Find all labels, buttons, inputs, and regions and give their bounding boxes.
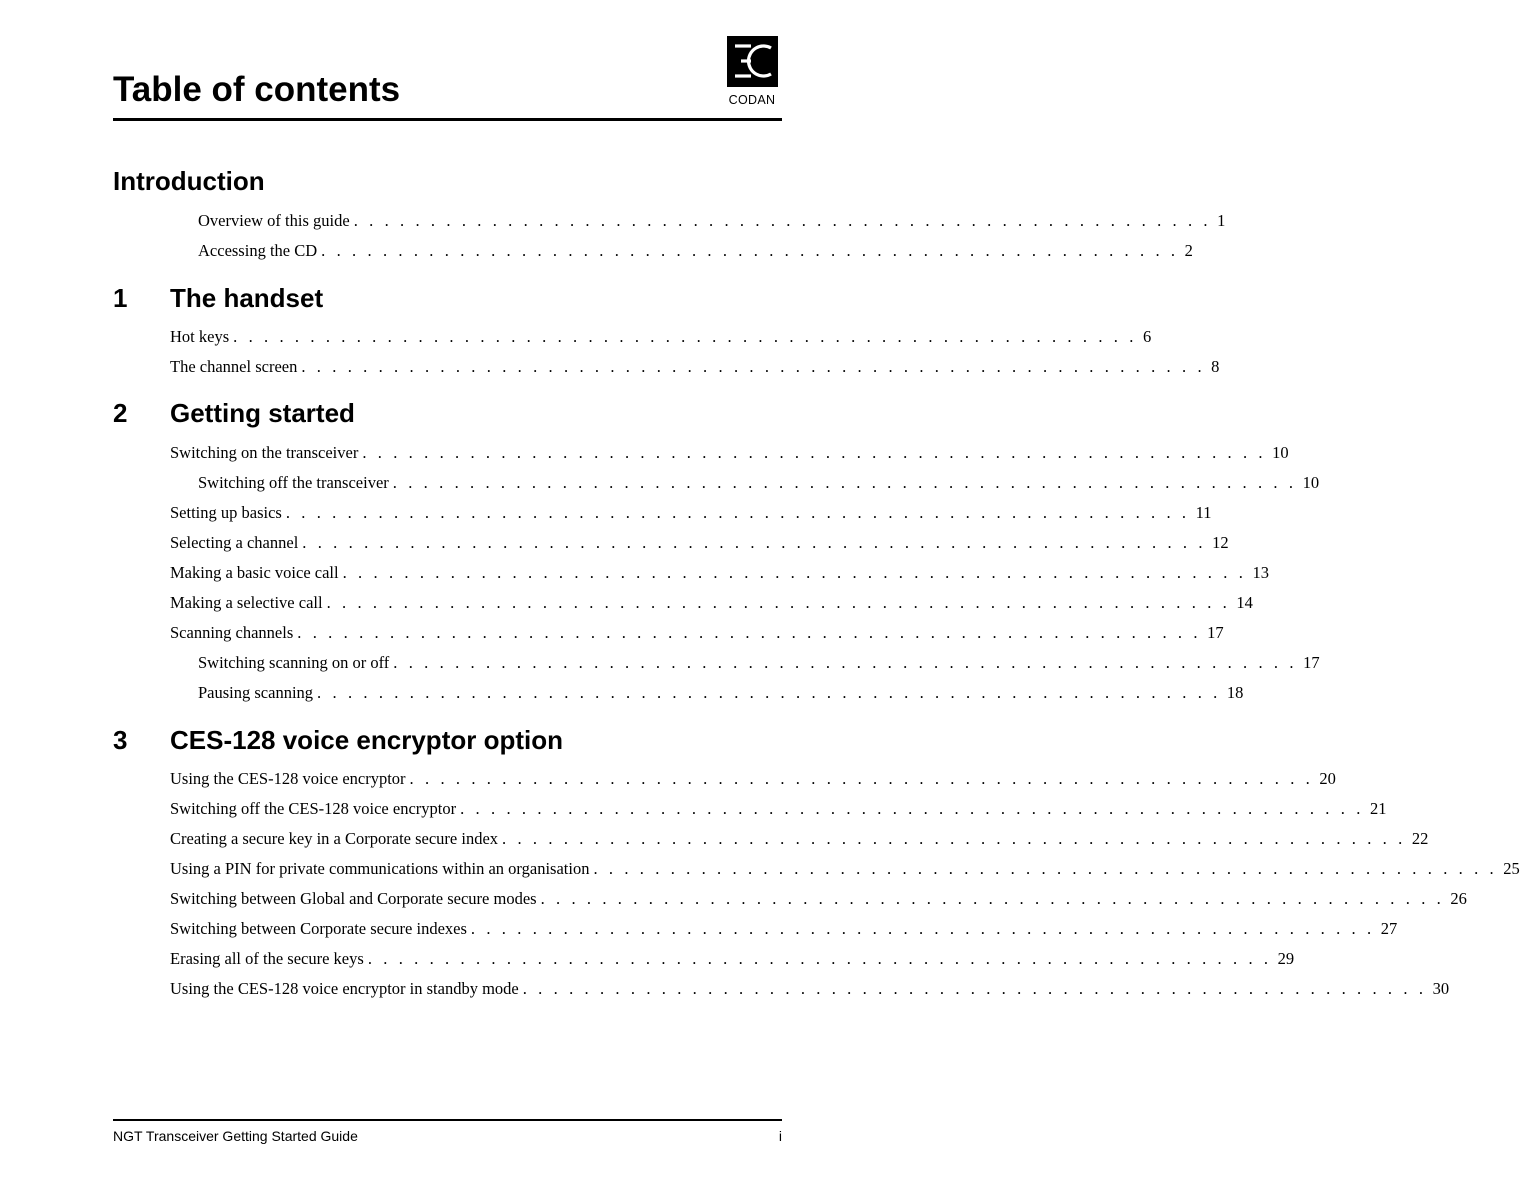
- toc-entry-page: 10: [1272, 443, 1289, 462]
- toc-entry-text: Making a selective call: [170, 593, 323, 612]
- toc-entry-text: Switching on the transceiver: [170, 443, 359, 462]
- toc-entry-page: 17: [1207, 623, 1224, 642]
- section-number: 2: [113, 398, 128, 428]
- toc-entry-text: Switching off the CES-128 voice encryptor: [170, 799, 457, 818]
- toc-entry-page: 22: [1411, 829, 1429, 848]
- toc-leader-dots: . . . . . . . . . . . . . . . . . . . . . . . . . . . . . . . . . . . . . . . . . . . . . . . . . . . . . . . . . . .: [326, 593, 1231, 612]
- toc-entry-page: 8: [1211, 357, 1220, 376]
- toc-leader-dots: . . . . . . . . . . . . . . . . . . . . . . . . . . . . . . . . . . . . . . . . . . . . . . . . . . . . . . . . . . .: [302, 533, 1207, 552]
- toc-entry-text: Switching off the transceiver: [198, 473, 389, 492]
- toc-entry-text: Setting up basics: [170, 503, 282, 522]
- section-title: Getting started: [170, 398, 355, 428]
- toc-leader-dots: . . . . . . . . . . . . . . . . . . . . . . . . . . . . . . . . . . . . . . . . . . . . . . . . . . . . . . . . . . .: [393, 653, 1298, 672]
- toc-entry-page: 1: [1217, 211, 1226, 230]
- toc-entry[interactable]: [170, 562, 1269, 584]
- toc-entry[interactable]: [170, 532, 1229, 554]
- toc-entry-text: Using a PIN for private communications within an organisation: [170, 859, 590, 878]
- section-number: 1: [113, 283, 128, 313]
- toc-entry-page: 13: [1252, 563, 1269, 582]
- toc-entry[interactable]: [170, 858, 1520, 880]
- toc-entry-text: Using the CES-128 voice encryptor in standby mode: [170, 979, 519, 998]
- toc-entry-page: 2: [1184, 241, 1193, 260]
- toc-entry[interactable]: [170, 592, 1253, 614]
- toc-entry[interactable]: [198, 682, 1244, 704]
- toc-entry-page: 20: [1319, 769, 1336, 788]
- toc-entry-page: 21: [1369, 799, 1387, 818]
- toc-entry[interactable]: [170, 622, 1224, 644]
- codan-logo-text: CODAN: [728, 93, 776, 107]
- toc-entry-text: Using the CES-128 voice encryptor: [170, 769, 406, 788]
- toc-leader-dots: . . . . . . . . . . . . . . . . . . . . . . . . . . . . . . . . . . . . . . . . . . . . . . . . . . . . . . . . . . .: [460, 799, 1364, 818]
- toc-entry-text: Switching between Corporate secure indexes: [170, 919, 467, 938]
- section-title: CES-128 voice encryptor option: [170, 725, 563, 755]
- toc-entry-text: Creating a secure key in a Corporate secure index: [170, 829, 499, 848]
- toc-leader-dots: . . . . . . . . . . . . . . . . . . . . . . . . . . . . . . . . . . . . . . . . . . . . . . . . . . . . . . . . . . .: [502, 829, 1406, 848]
- toc-entry-text: Selecting a channel: [170, 533, 299, 552]
- toc-leader-dots: . . . . . . . . . . . . . . . . . . . . . . . . . . . . . . . . . . . . . . . . . . . . . . . . . . . . . . . . . . .: [301, 357, 1206, 376]
- footer-document-title: NGT Transceiver Getting Started Guide: [113, 1128, 358, 1144]
- footer-rule: [113, 1119, 782, 1121]
- toc-entry-page: 12: [1212, 533, 1229, 552]
- toc-entry-text: Switching between Global and Corporate secure modes: [170, 889, 537, 908]
- toc-entry-text: Scanning channels: [170, 623, 294, 642]
- toc-entry[interactable]: [170, 442, 1289, 464]
- toc-entry-page: 29: [1277, 949, 1295, 968]
- toc-entry[interactable]: [170, 828, 1429, 850]
- toc-entry[interactable]: [170, 978, 1450, 1000]
- toc-entry-text: Making a basic voice call: [170, 563, 339, 582]
- toc-entry-text: Pausing scanning: [198, 683, 314, 702]
- toc-entry[interactable]: [198, 472, 1320, 494]
- toc-entry[interactable]: [170, 918, 1398, 940]
- toc-entry-page: 25: [1503, 859, 1520, 878]
- toc-entry[interactable]: [170, 768, 1336, 790]
- toc-leader-dots: . . . . . . . . . . . . . . . . . . . . . . . . . . . . . . . . . . . . . . . . . . . . . . . . . . . . . . . . . . .: [409, 769, 1314, 788]
- toc-entry-page: 17: [1303, 653, 1320, 672]
- toc-entry[interactable]: [170, 356, 1220, 378]
- toc-leader-dots: . . . . . . . . . . . . . . . . . . . . . . . . . . . . . . . . . . . . . . . . . . . . . . . . . . . . . . . . . . .: [362, 443, 1267, 462]
- toc-leader-dots: . . . . . . . . . . . . . . . . . . . . . . . . . . . . . . . . . . . . . . . . . . . . . . . . . . . . . . . . . . .: [367, 949, 1272, 968]
- codan-logo-icon: [727, 36, 778, 87]
- header-rule: [113, 118, 782, 121]
- toc-entry-page: 6: [1142, 327, 1152, 346]
- toc-entry[interactable]: [170, 948, 1295, 970]
- toc-entry[interactable]: [170, 798, 1387, 820]
- toc-leader-dots: . . . . . . . . . . . . . . . . . . . . . . . . . . . . . . . . . . . . . . . . . . . . . . . . . . . . . . . . . . .: [342, 563, 1247, 582]
- toc-leader-dots: . . . . . . . . . . . . . . . . . . . . . . . . . . . . . . . . . . . . . . . . . . . . . . . . . . . . . . . . . . .: [233, 327, 1137, 346]
- toc-entry[interactable]: [198, 240, 1193, 262]
- toc-leader-dots: . . . . . . . . . . . . . . . . . . . . . . . . . . . . . . . . . . . . . . . . . . . . . . . . . . . . . . . .: [353, 211, 1212, 230]
- codan-logo: [721, 36, 783, 112]
- toc-leader-dots: . . . . . . . . . . . . . . . . . . . . . . . . . . . . . . . . . . . . . . . . . . . . . . . . . . . . . . . . . . .: [522, 979, 1427, 998]
- toc-entry-page: 18: [1226, 683, 1244, 702]
- toc-leader-dots: . . . . . . . . . . . . . . . . . . . . . . . . . . . . . . . . . . . . . . . . . . . . . . . . . . . . . . . . . . .: [470, 919, 1375, 938]
- section-number: 3: [113, 725, 128, 755]
- toc-entry-page: 27: [1380, 919, 1398, 938]
- toc-entry[interactable]: [170, 888, 1467, 910]
- toc-entry-page: 10: [1302, 473, 1320, 492]
- toc-entry-text: The channel screen: [170, 357, 298, 376]
- toc-entry-text: Accessing the CD: [198, 241, 318, 260]
- toc-leader-dots: . . . . . . . . . . . . . . . . . . . . . . . . . . . . . . . . . . . . . . . . . . . . . . . . . . . . . . . . . . .: [593, 859, 1498, 878]
- page-title: Table of contents: [113, 70, 401, 109]
- toc-leader-dots: . . . . . . . . . . . . . . . . . . . . . . . . . . . . . . . . . . . . . . . . . . . . . . . . . . . . . . . . . . .: [297, 623, 1202, 642]
- toc-leader-dots: . . . . . . . . . . . . . . . . . . . . . . . . . . . . . . . . . . . . . . . . . . . . . . . . . . . . . . . . . . .: [317, 683, 1221, 702]
- section-title: The handset: [170, 283, 324, 313]
- toc-leader-dots: . . . . . . . . . . . . . . . . . . . . . . . . . . . . . . . . . . . . . . . . . . . . . . . . . . . . . . . . . . .: [392, 473, 1297, 492]
- toc-entry-page: 26: [1450, 889, 1467, 908]
- toc-leader-dots: . . . . . . . . . . . . . . . . . . . . . . . . . . . . . . . . . . . . . . . . . . . . . . . . . . . . . . . .: [321, 241, 1179, 260]
- toc-entry-text: Erasing all of the secure keys: [170, 949, 364, 968]
- toc-entry-text: Hot keys: [170, 327, 230, 346]
- toc-entry[interactable]: [170, 326, 1152, 348]
- toc-entry[interactable]: [198, 210, 1226, 232]
- section-title: Introduction: [113, 166, 265, 196]
- toc-entry-page: 14: [1236, 593, 1253, 612]
- toc-leader-dots: . . . . . . . . . . . . . . . . . . . . . . . . . . . . . . . . . . . . . . . . . . . . . . . . . . . . . . . . . . .: [285, 503, 1190, 522]
- toc-entry-page: 30: [1432, 979, 1450, 998]
- toc-entry-page: 11: [1195, 503, 1212, 522]
- toc-entry[interactable]: [198, 652, 1320, 674]
- toc-entry-text: Switching scanning on or off: [198, 653, 390, 672]
- toc-entry[interactable]: [170, 502, 1212, 524]
- toc-entry-text: Overview of this guide: [198, 211, 350, 230]
- footer-page-number: i: [778, 1128, 782, 1144]
- toc-leader-dots: . . . . . . . . . . . . . . . . . . . . . . . . . . . . . . . . . . . . . . . . . . . . . . . . . . . . . . . . . . .: [540, 889, 1445, 908]
